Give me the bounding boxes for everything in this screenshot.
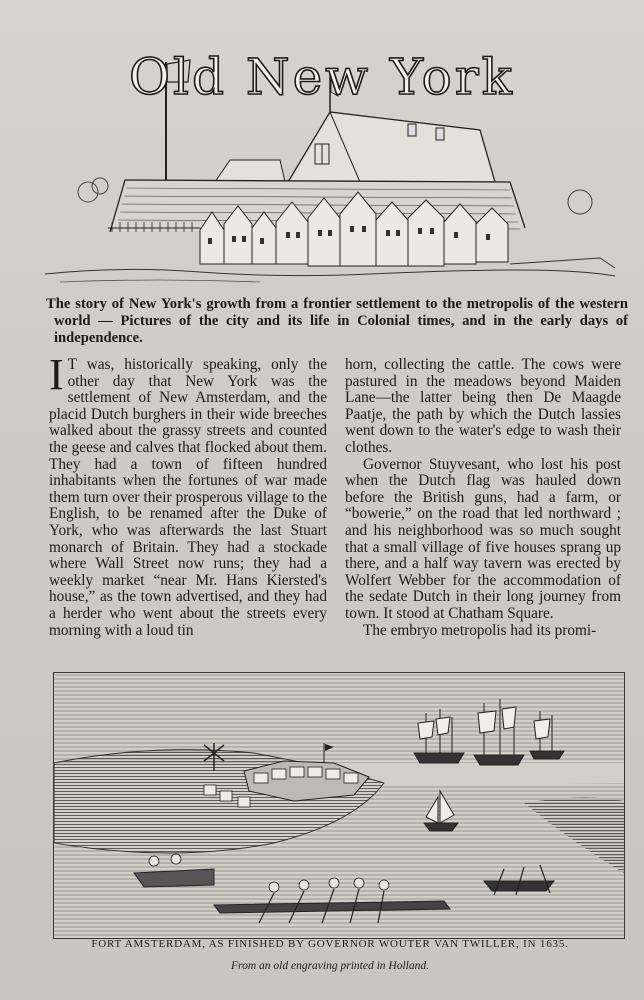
figure-credit: From an old engraving printed in Holland. [231,960,429,972]
article-paragraph: T was, historically speaking, only the other day that New York was the settlement of New Amsterdam, and the placid Dutch burghers in their wide breeches walked about the grassy streets and counted the geese and calves that flocked about them. They had a town of fifteen hundred inhabitants when the fortunes of war made them turn over their prosperous village to the English, to be renamed after the Duke of York, who was afterwards the last Stuart monarch of Britain. They had a stockade where Wall Street now runs; they had a weekly market “near Mr. Hans Kiersted's house,” as the town advertised, and they had a herder who went about the streets every morning with a loud tin [49,356,327,639]
drop-cap: I [49,350,64,399]
article-paragraph: horn, collecting the cattle. The cows were pastured in the meadows beyond Maiden Lane—the latter being then De Maagde Paatje, the path by which the Dutch lassies went down to the water's edge to wash their clothes. [345,356,621,456]
article-paragraph: Governor Stuyvesant, who lost his post when the Dutch flag was hauled down before the British guns, had a farm, or “bowerie,” on the road that led northward ; and his neighborhood was so much sought that a small village of five houses sprang up there, and a half way tavern was erected by Wolfert Webber for the accommodation of the sedate Dutch in their long journey from town. It stood at Chatham Square. [345,455,621,622]
page-title: Old New York [129,48,515,106]
article-paragraph: The embryo metropolis had its promi- [363,621,597,639]
fort-amsterdam-engraving [53,672,625,939]
figure-caption: FORT AMSTERDAM, AS FINISHED BY GOVERNOR WOUTER VAN TWILLER, IN 1635. [91,938,569,950]
article-intro: The story of New York's growth from a frontier settlement to the metropolis of the western world — Pictures of the city and its life in Colonial times, and in the early days of independence. [46,296,628,346]
article-column-right [345,357,621,639]
article-column-left [49,350,327,639]
